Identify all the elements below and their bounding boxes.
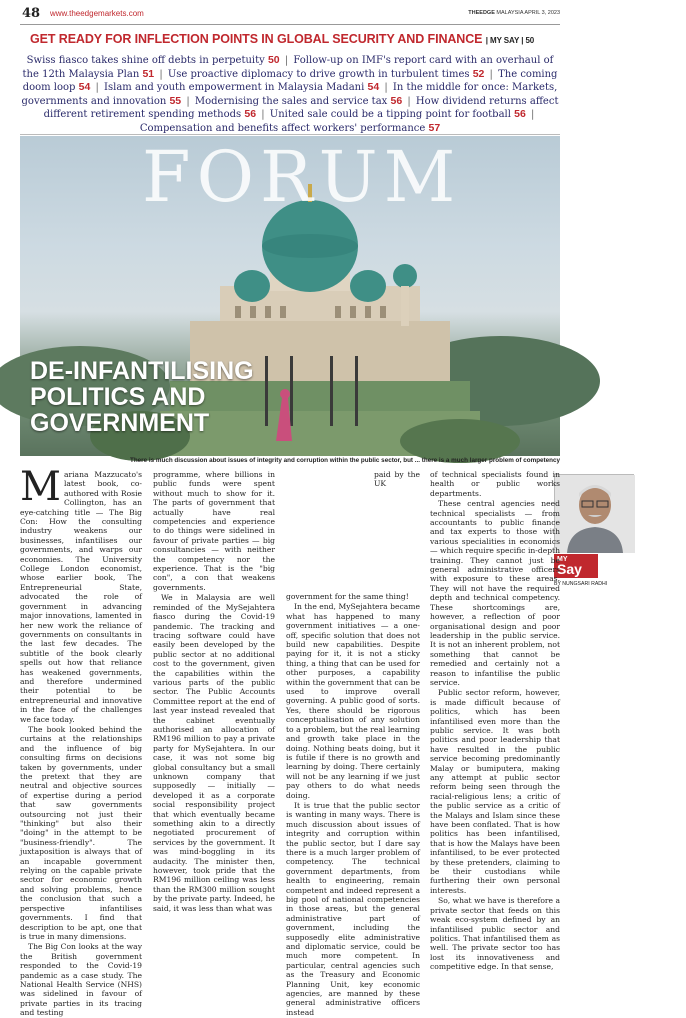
article-headline bbox=[30, 358, 254, 436]
page-header bbox=[0, 0, 580, 28]
article-paragraph: We in Malaysia are well reminded of the MySejahtera fiasco during the Covid-19 pandemic. The tracking and tracing software could have easily been developed by the public sector at no additional cost to the government, given the capabilities within the various parts of the public sector. The Public Accounts Committee report at the end of last year instead revealed that the cabinet eventually authorised an allocation of RM196 million to pay a private party for MySejahtera. In our case, it was not some big global consultancy but a small unknown company that supposedly — initially — developed it as a corporate social responsibility project that which eventually became something akin to a directly negotiated procurement of services by the government. It was mind-boggling in its audacity. The minister then, however, took pride that the RM196 million ceiling was less than the RM300 million sought by the private party. Indeed, he said, it was less than what was bbox=[153, 593, 275, 913]
article-paragraph: The Big Con looks at the way the British government responded to the Covid-19 pandemic as a case study. The National Health Service (NHS) was sidelined in favour of private parties in its tracing and testing bbox=[20, 942, 142, 1018]
author-byline: BY NUNGSARI RADHI bbox=[554, 581, 608, 587]
header-divider bbox=[20, 24, 560, 25]
contents-separator: | bbox=[156, 68, 166, 80]
mysay-spacer bbox=[286, 470, 374, 592]
mysay-badge bbox=[554, 554, 598, 578]
contents-item[interactable]: Swiss fiasco takes shine off debts in perpetuity bbox=[26, 55, 268, 66]
contents-title bbox=[30, 32, 534, 46]
mysay-badge-say: Say bbox=[557, 561, 582, 577]
contents-separator: | bbox=[92, 82, 103, 94]
masthead-brand: THEEDGE bbox=[468, 10, 495, 16]
headline-line-1: DE-INFANTILISING bbox=[30, 357, 254, 385]
contents-item[interactable]: Follow-up on IMF's report card with an overhaul of the 12th Malaysia Plan bbox=[22, 55, 554, 80]
contents-separator: | bbox=[258, 109, 268, 121]
contents-item-page[interactable]: 54 bbox=[78, 81, 91, 94]
contents-item-page[interactable]: 54 bbox=[367, 81, 380, 94]
site-url[interactable]: www.theedgemarkets.com bbox=[50, 9, 144, 18]
contents-item-page[interactable]: 55 bbox=[169, 94, 182, 107]
contents-item-page[interactable]: 56 bbox=[390, 94, 403, 107]
page-number: 48 bbox=[22, 6, 41, 21]
drop-cap: M bbox=[20, 464, 61, 510]
contents-separator: | bbox=[486, 68, 497, 80]
contents-item-page[interactable]: 56 bbox=[514, 108, 526, 121]
mysay-box bbox=[552, 470, 686, 592]
masthead bbox=[468, 10, 560, 16]
article-column-4 bbox=[430, 470, 560, 972]
article-column-1 bbox=[20, 464, 142, 1018]
contents-item[interactable]: Compensation and benefits affect workers' performance bbox=[139, 122, 429, 134]
article-paragraph: programme, where billions in public funds were spent without much to show for it. The parts of government that actually have real competencies and experience to do things were sidelined in favour of private parties — big consultancies — with neither the competency nor the experience. That is the "big con", a con that weakens governments. bbox=[153, 470, 275, 592]
article-paragraph: It is true that the public sector is wanting in many ways. There is much discussion about issues of integrity and corruption within the public sector, but I dare say there is a much larger problem of competency. The technical government departments, from health to engineering, remain competent and indeed represent a big pool of national competencies in those areas, but the general administrative part of government, including the supposedly elite administrative and diplomatic service, could be much more competent. In particular, central agencies such as the Treasury and Economic Planning Unit, key economic agencies, are manned by these general administrative officers instead bbox=[286, 800, 420, 1017]
image-caption: There is much discussion about issues of integrity and corruption within the public sector, but ... there is a much larger problem of competency bbox=[129, 457, 560, 464]
article-paragraph: So, what we have is therefore a private sector that feeds on this weak eco-system defined by an infantilised public sector and politics. That infantilised them as well. The private sector too has lost its innovativeness and competitive edge. In that sense, bbox=[430, 896, 560, 972]
contents-item[interactable]: Use proactive diplomacy to drive growth in turbulent times bbox=[167, 68, 473, 80]
article-paragraph: paid by the UK government for the same thing! bbox=[286, 470, 420, 601]
article-paragraph: In the end, MySejahtera became what has happened to many government initiatives — a one-off, specific solution that does not build new capabilities. Despite paying for it, it is not a sticky thing, a thing that can be used for other purposes, a capability within the government that can be used to improve overall governing. A public good of sorts. Yes, there should be rigorous conceptualisation of any solution to a problem, but the real learning and growth take place in the doing. Nothing beats doing, but it is futile if there is no growth and learning by doing. There certainly will not be any learning if we just pay others to do what needs doing. bbox=[286, 602, 420, 800]
contents-separator: | bbox=[281, 55, 292, 66]
author-photo bbox=[554, 474, 634, 552]
article-column-2 bbox=[153, 470, 275, 913]
masthead-date: MALAYSIA APRIL 3, 2023 bbox=[494, 10, 560, 16]
contents-item-page[interactable]: 56 bbox=[244, 108, 257, 121]
contents-title-tag: | MY SAY | 50 bbox=[485, 36, 535, 45]
contents-item[interactable]: Islam and youth empowerment in Malaysia Madani bbox=[104, 82, 368, 94]
contents-list bbox=[20, 54, 560, 136]
article-paragraph: The book looked behind the curtains at the relationships and the influence of big consulting firms on decisions taken by governments, under the pretext that they are neutral and objective sources of expertise during a period that saw governments outsourcing not just their "thinking" but also their "doing" in the attempt to be "business-friendly". The juxtaposition is always that of an incapable government relying on the capable private sector for economic growth and solving problems, hence the conclusion that such a perspective infantilises governments. I find that description to be apt, one that is true in many dimensions. bbox=[20, 724, 142, 941]
article-paragraph: of technical specialists found in health or public works departments. bbox=[430, 470, 560, 498]
contents-separator: | bbox=[183, 95, 193, 107]
contents-separator: | bbox=[404, 95, 414, 107]
author-portrait-icon bbox=[555, 475, 635, 553]
contents-title-text: GET READY FOR INFLECTION POINTS IN GLOBAL SECURITY AND FINANCE bbox=[30, 32, 483, 46]
contents-item-page[interactable]: 51 bbox=[142, 67, 155, 80]
section-title: FORUM bbox=[142, 136, 462, 218]
contents-item[interactable]: Modernising the sales and service tax bbox=[194, 95, 391, 107]
contents-item-page[interactable]: 50 bbox=[267, 54, 280, 66]
contents-item[interactable]: How dividend returns affect different retirement spending methods bbox=[43, 95, 559, 121]
contents-box bbox=[20, 30, 560, 133]
contents-separator: | bbox=[527, 109, 535, 121]
hero-image bbox=[20, 136, 560, 456]
contents-item[interactable]: United sale could be a tipping point for football bbox=[269, 109, 515, 121]
contents-item[interactable]: In the middle for once: Markets, governments and innovation bbox=[21, 82, 558, 107]
article-body bbox=[20, 464, 608, 1018]
article-column-3-text bbox=[286, 470, 420, 1018]
headline-line-3: GOVERNMENT bbox=[30, 409, 210, 437]
mysay-badge-my: MY bbox=[557, 556, 568, 563]
contents-item-page[interactable]: 52 bbox=[472, 67, 485, 80]
article-paragraph: ariana Mazzucato's latest book, co-authored with Rosie Collington, has an eye-catching title — The Big Con: How the consulting industry weakens our businesses, infantilises our governments, and warps our economies. The University College London economist, whose earlier book, The Entrepreneurial State, advocated the role of government in advancing major innovations, lamented in her new work the reliance of governments on consultants in the last few decades. The subtitle of the book clearly spells out how that reliance has weakened governments, and therefore undermined their potential to be entrepreneurial and innovative in the face of the challenges we face today. bbox=[20, 470, 142, 724]
article-paragraph: These central agencies need technical specialists — from accountants to public finance and tax experts to those with various specialities in economics — which require specific in-depth training. They cannot just be general administrative officers with exposure to these areas. They will not have the required depth and technical competency. These shortcomings are, however, a reflection of poor organisational design and poor leadership in the public service. It is not an inherent problem, not something that cannot be remedied and certainly not a reason to infantilise the public service. bbox=[430, 499, 560, 687]
contents-separator: | bbox=[381, 82, 391, 94]
headline-line-2: POLITICS AND bbox=[30, 383, 206, 411]
contents-divider bbox=[20, 134, 560, 135]
contents-item-page[interactable]: 57 bbox=[428, 121, 441, 134]
article-paragraph: Public sector reform, however, is made difficult because of politics, which has been infantilised even more than the public service. It was both politics and poor leadership that have resulted in the public service becoming predominantly Malay or bumiputera, making any attempt at public sector reform being seen through the racial-religious lens; a critic of the public service as a critic of the Malays and Islam since these have been conflated. That is how politics has been infantilised, that is how the Malays have been infantilised, to be ever protected by these pretenders, claiming to be their custodians while furthering their own personal interests. bbox=[430, 688, 560, 895]
contents-item[interactable]: The coming doom loop bbox=[22, 68, 558, 94]
